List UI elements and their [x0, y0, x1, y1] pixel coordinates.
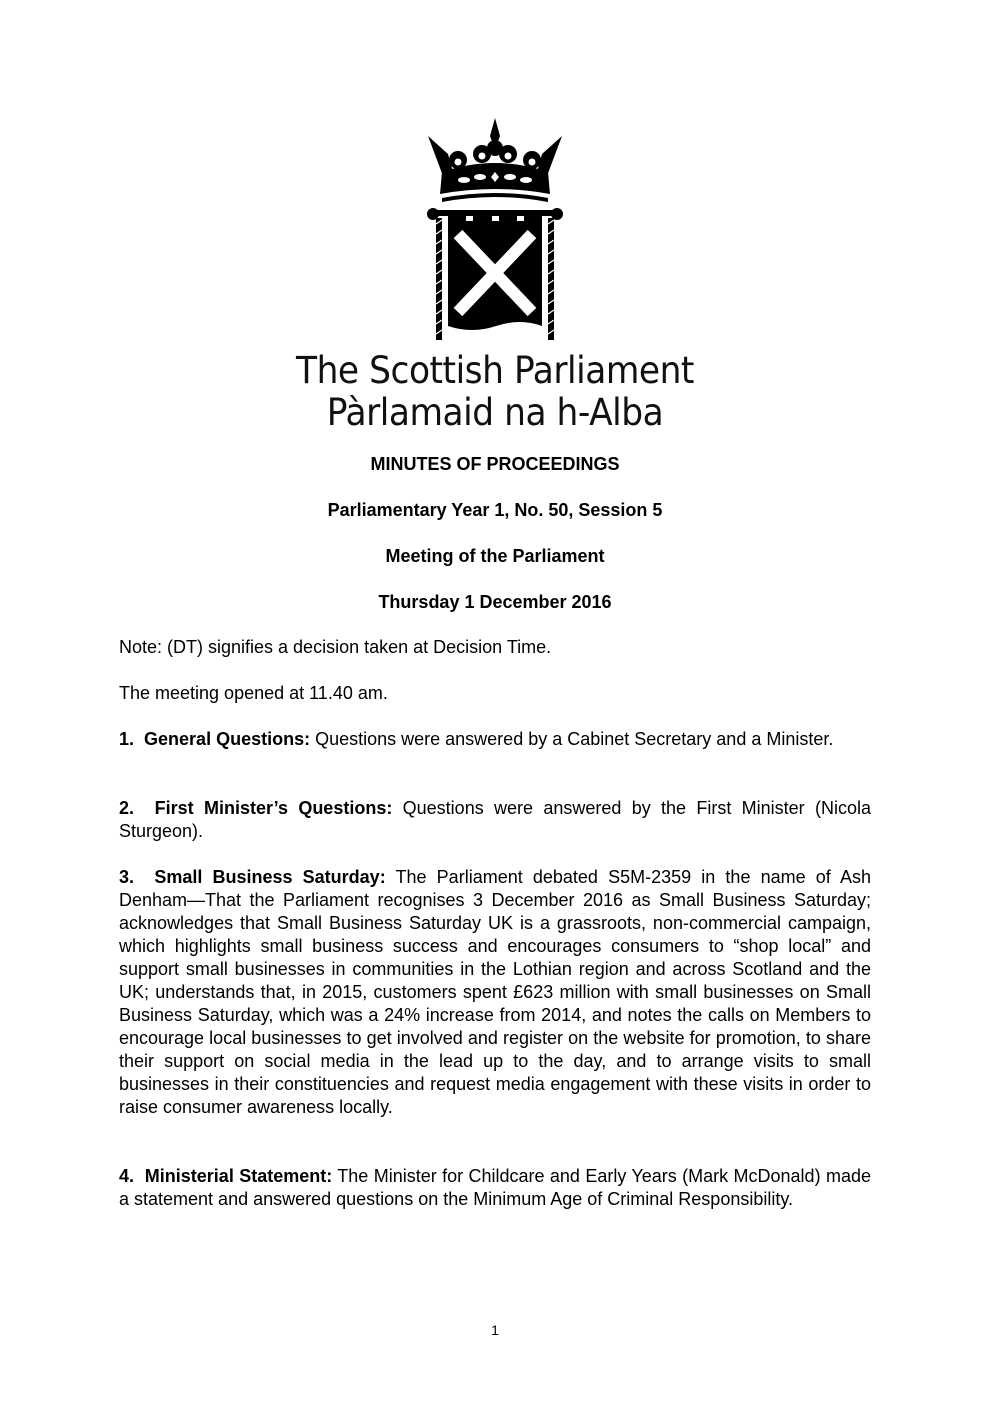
item-number: 1. — [119, 729, 135, 749]
agenda-item — [119, 866, 871, 1119]
date-heading: Thursday 1 December 2016 — [378, 592, 612, 612]
scottish-parliament-crest-icon — [424, 114, 566, 342]
item-number: 4. — [119, 1166, 135, 1186]
item-title: Small Business Saturday: — [154, 867, 386, 887]
meeting-opened-text: The meeting opened at 11.40 am. — [119, 683, 388, 703]
item-text: The Parliament debated S5M-2359 in the name of Ash Denham—That the Parliament recognises 3 December 2016 as Small Business Saturday; acknowledges that Small Business Saturday UK is a grassroots, non-commercial campaign, which highlights small business success and encourages consumers to “shop local” and support small businesses in communities in the Lothian region and across Scotland and the UK; understands that, in 2015, customers spent £623 million with small businesses on Small Business Saturday, which was a 24% increase from 2014, and notes the calls on Members to encourage local businesses to get involved and register on the website for promotion, to share their support on social media in the lead up to the day, and to arrange visits to small businesses in their constituencies and request media engagement with these visits in order to raise consumer awareness locally. — [119, 867, 871, 1117]
item-title: First Minister’s Questions: — [154, 798, 393, 818]
item-number: 2. — [119, 798, 135, 818]
agenda-item — [119, 1165, 871, 1211]
item-number: 3. — [119, 867, 135, 887]
agenda-item — [119, 728, 871, 751]
item-text: Questions were answered by a Cabinet Secretary and a Minister. — [315, 729, 834, 749]
session-heading: Parliamentary Year 1, No. 50, Session 5 — [327, 500, 663, 520]
item-title: Ministerial Statement: — [144, 1166, 333, 1186]
decision-time-note: Note: (DT) signifies a decision taken at Decision Time. — [119, 637, 552, 657]
wordmark-gaelic: Pàrlamaid na h-Alba — [326, 391, 664, 434]
item-title: General Questions: — [144, 729, 311, 749]
wordmark-english: The Scottish Parliament — [296, 349, 694, 392]
meeting-heading: Meeting of the Parliament — [385, 546, 605, 566]
item-text: The Minister for Childcare and Early Years (Mark McDonald) made a statement and answered questions on the Minimum Age of Criminal Responsibility. — [119, 1166, 871, 1209]
page-number: 1 — [491, 1322, 499, 1338]
document-title: MINUTES OF PROCEEDINGS — [370, 454, 620, 474]
agenda-item — [119, 797, 871, 843]
item-text: Questions were answered by the First Minister (Nicola Sturgeon). — [119, 798, 871, 841]
